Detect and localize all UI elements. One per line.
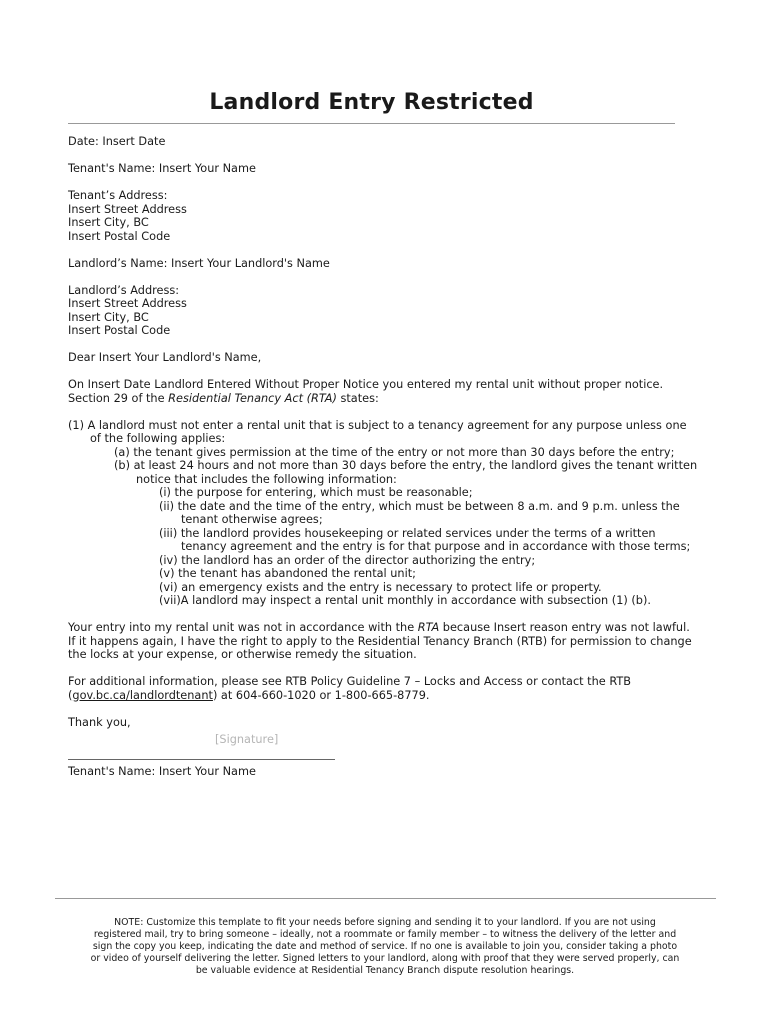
clause-iv: (iv) the landlord has an order of the director authorizing the entry; <box>159 553 536 567</box>
lawful-post: because Insert reason entry was not lawful. <box>439 621 690 634</box>
clause-1-cont: of the following applies: <box>90 432 226 445</box>
signature-placeholder[interactable]: [Signature] <box>215 733 279 746</box>
intro-pre: Section 29 of the <box>68 391 169 405</box>
footer-divider <box>55 898 716 899</box>
clause-i: (i) the purpose for entering, which must be reasonable; <box>159 486 473 499</box>
clause-vi: (vi) an emergency exists and the entry is necessary to protect life or property. <box>159 580 602 594</box>
clause-ii-cont: tenant otherwise agrees; <box>181 513 323 526</box>
tenant-address-label: Tenant’s Address: <box>68 189 168 202</box>
lawful-line-3: the locks at your expense, or otherwise remedy the situation. <box>68 648 417 661</box>
landlord-address-block <box>68 284 708 338</box>
additional-post: ) at 604-660-1020 or 1-800-665-8779. <box>212 688 430 702</box>
clause-iii-cont: tenancy agreement and the entry is for that purpose and in accordance with those terms; <box>181 540 691 553</box>
lawful-line-2: If it happens again, I have the right to apply to the Residential Tenancy Branch (RTB) for permission to change <box>68 634 692 648</box>
footer-line-1: NOTE: Customize this template to fit your needs before signing and sending it to your landlord. If you are not using <box>114 917 656 928</box>
signature-line <box>68 759 335 760</box>
tenant-city: Insert City, BC <box>68 216 149 229</box>
clause-v: (v) the tenant has abandoned the rental unit; <box>159 567 416 580</box>
lawful-line-1 <box>68 621 708 635</box>
additional-line-2 <box>68 689 708 703</box>
landlord-address-label: Landlord’s Address: <box>68 283 180 297</box>
footer-line-3: sign the copy you keep, indicating the date and method of service. If no one is available to join you, consider taking a photo <box>92 941 678 953</box>
footer-line-5: be valuable evidence at Residential Tenancy Branch dispute resolution hearings. <box>195 965 575 977</box>
landlord-street: Insert Street Address <box>68 297 187 310</box>
page-title: Landlord Entry Restricted <box>209 90 534 115</box>
tenant-name-line: Tenant's Name: Insert Your Name <box>68 162 256 175</box>
intro-post: states: <box>336 391 379 405</box>
date-line: Date: Insert Date <box>68 135 166 148</box>
intro-line-1: On Insert Date Landlord Entered Without Proper Notice you entered my rental unit without proper notice. <box>68 378 664 391</box>
footer-line-2: registered mail, try to bring someone – ideally, not a roommate or family member – to witness the delivery of the letter and <box>93 929 677 941</box>
footer-line-4: or video of yourself delivering the letter. Signed letters to your landlord, along with proof that they were served properly, can <box>90 953 680 965</box>
lawful-pre: Your entry into my rental unit was not in accordance with the <box>68 621 418 634</box>
clause-iii: (iii) the landlord provides housekeeping or related services under the terms of a written <box>159 526 656 540</box>
section-29-quote <box>68 419 708 608</box>
landlord-name-line: Landlord’s Name: Insert Your Landlord's Name <box>68 256 330 270</box>
closing: Thank you, <box>68 715 131 729</box>
clause-b: (b) at least 24 hours and not more than 30 days before the entry, the landlord gives the tenant written <box>114 459 698 472</box>
landlord-city: Insert City, BC <box>68 310 149 324</box>
clause-1: (1) A landlord must not enter a rental unit that is subject to a tenancy agreement for any purpose unless one <box>68 418 687 432</box>
additional-pre: ( <box>68 688 73 702</box>
clause-ii: (ii) the date and the time of the entry, which must be between 8 a.m. and 9 p.m. unless the <box>159 499 680 513</box>
tenant-postal: Insert Postal Code <box>68 229 171 243</box>
salutation: Dear Insert Your Landlord's Name, <box>68 351 262 364</box>
tenant-address-block <box>68 189 708 243</box>
rtb-link[interactable]: gov.bc.ca/landlordtenant <box>72 688 213 702</box>
landlord-postal: Insert Postal Code <box>68 324 171 337</box>
title-divider <box>68 123 675 124</box>
clause-b-cont: notice that includes the following information: <box>136 472 397 486</box>
clause-vii: (vii)A landlord may inspect a rental unit monthly in accordance with subsection (1) (b). <box>159 594 651 607</box>
intro-line-2 <box>68 392 708 406</box>
act-name: Residential Tenancy Act (RTA) <box>168 391 337 405</box>
clause-a: (a) the tenant gives permission at the time of the entry or not more than 30 days before the entry; <box>114 445 675 459</box>
signer-name-line: Tenant's Name: Insert Your Name <box>68 765 256 778</box>
letter-body <box>68 135 708 779</box>
tenant-street: Insert Street Address <box>68 202 187 216</box>
signature-area <box>68 729 708 765</box>
additional-line-1: For additional information, please see RTB Policy Guideline 7 – Locks and Access or contact the RTB <box>68 675 631 688</box>
footer-note <box>64 917 706 977</box>
rta-abbrev: RTA <box>417 621 440 634</box>
